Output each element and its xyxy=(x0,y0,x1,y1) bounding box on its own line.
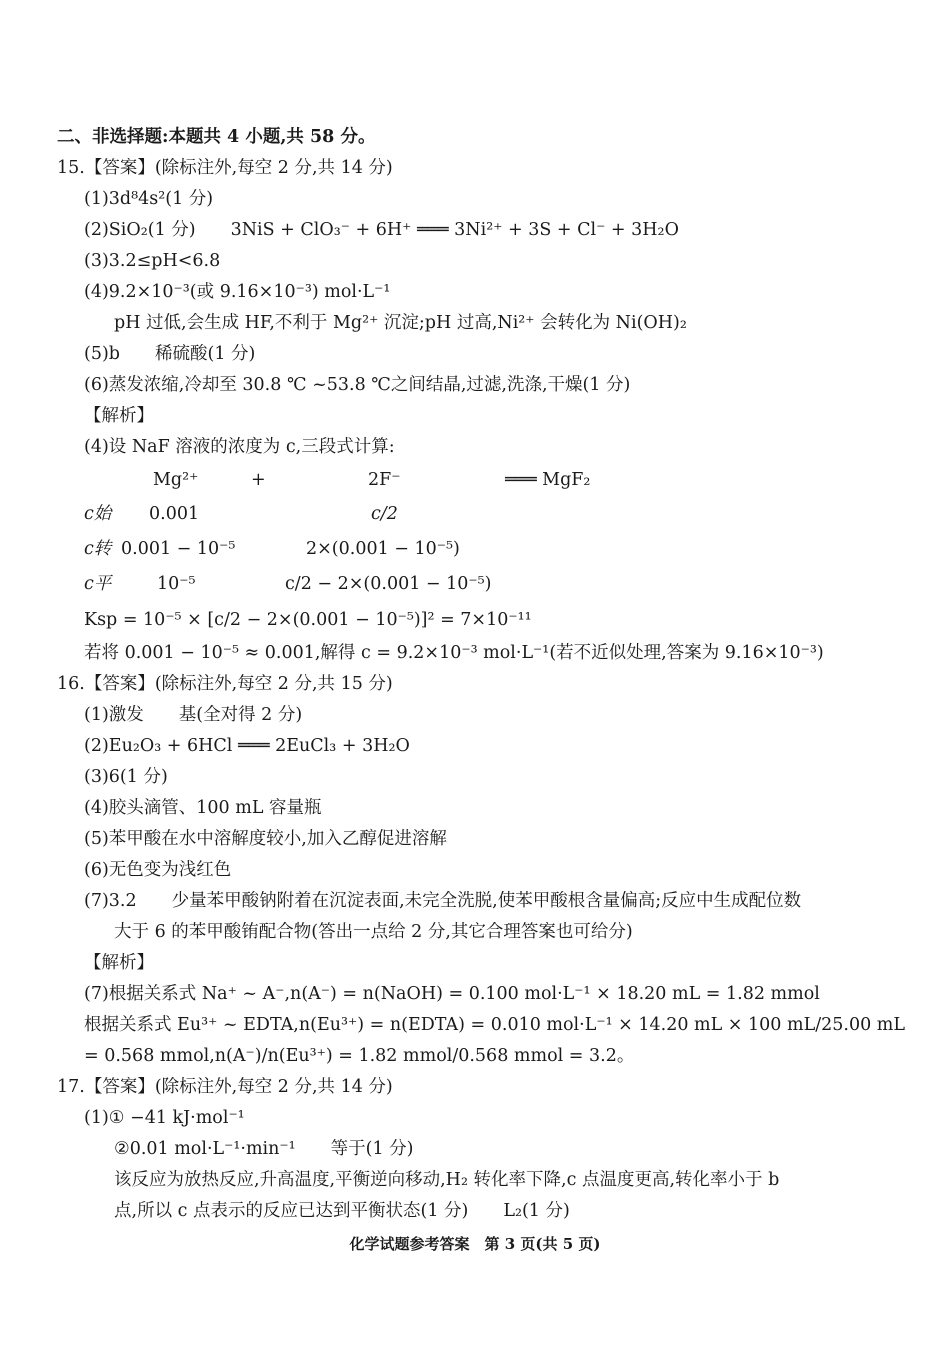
q16-part7-cont: 大于 6 的苯甲酸铕配合物(答出一点给 2 分,其它合理答案也可给分) xyxy=(114,922,633,942)
section-heading: 二、非选择题:本题共 4 小题,共 58 分。 xyxy=(57,127,376,147)
q15-part6: (6)蒸发浓缩,冷却至 30.8 ℃ ~53.8 ℃之间结晶,过滤,洗涤,干燥(1 分) xyxy=(84,375,631,395)
q15-part5: (5)b 稀硫酸(1 分) xyxy=(84,344,256,364)
row-equilibrium-label: c平 xyxy=(84,574,112,594)
row-change-f: 2×(0.001 − 10⁻⁵) xyxy=(306,539,460,559)
row-initial-mg: 0.001 xyxy=(149,504,200,524)
three-stage-plus: + xyxy=(251,470,266,490)
row-initial-f: c/2 xyxy=(371,504,398,524)
q15-part4-explain: pH 过低,会生成 HF,不利于 Mg²⁺ 沉淀;pH 过高,Ni²⁺ 会转化为 Ni(OH)₂ xyxy=(114,313,687,333)
q16-part5: (5)苯甲酸在水中溶解度较小,加入乙醇促进溶解 xyxy=(84,829,447,849)
row-change-label: c转 xyxy=(84,539,112,559)
q16-analysis-line1: (7)根据关系式 Na⁺ ~ A⁻,n(A⁻) = n(NaOH) = 0.100 mol·L⁻¹ × 18.20 mL = 1.82 mmol xyxy=(84,984,820,1004)
q15-part3: (3)3.2≤pH<6.8 xyxy=(84,251,221,271)
q17-answer-header: 17.【答案】(除标注外,每空 2 分,共 14 分) xyxy=(57,1077,393,1097)
q15-answer-header: 15.【答案】(除标注外,每空 2 分,共 14 分) xyxy=(57,158,393,178)
three-stage-mg: Mg²⁺ xyxy=(153,470,199,490)
q17-part1-b: ②0.01 mol·L⁻¹·min⁻¹ 等于(1 分) xyxy=(114,1139,414,1159)
q17-part1-explain: 该反应为放热反应,升高温度,平衡逆向移动,H₂ 转化率下降,c 点温度更高,转化率小于 b xyxy=(114,1170,780,1190)
page-footer: 化学试题参考答案 第 3 页(共 5 页) xyxy=(349,1235,601,1253)
q15-part2: (2)SiO₂(1 分) 3NiS + ClO₃⁻ + 6H⁺ ═══ 3Ni²⁺ + 3S + Cl⁻ + 3H₂O xyxy=(84,220,679,240)
row-initial-label: c始 xyxy=(84,504,112,524)
row-equilibrium-f: c/2 − 2×(0.001 − 10⁻⁵) xyxy=(285,574,492,594)
q15-analysis-intro: (4)设 NaF 溶液的浓度为 c,三段式计算: xyxy=(84,437,395,457)
q15-analysis-result: 若将 0.001 − 10⁻⁵ ≈ 0.001,解得 c = 9.2×10⁻³ mol·L⁻¹(若不近似处理,答案为 9.16×10⁻³) xyxy=(84,643,824,663)
q16-analysis-line2: 根据关系式 Eu³⁺ ~ EDTA,n(Eu³⁺) = n(EDTA) = 0.010 mol·L⁻¹ × 14.20 mL × 100 mL/25.00 mL xyxy=(84,1015,905,1035)
ksp-equation: Ksp = 10⁻⁵ × [c/2 − 2×(0.001 − 10⁻⁵)]² = 7×10⁻¹¹ xyxy=(84,610,532,630)
three-stage-product: ═══ MgF₂ xyxy=(505,470,591,490)
q16-part1: (1)激发 基(全对得 2 分) xyxy=(84,705,303,725)
q16-part2: (2)Eu₂O₃ + 6HCl ═══ 2EuCl₃ + 3H₂O xyxy=(84,736,410,756)
q16-part4: (4)胶头滴管、100 mL 容量瓶 xyxy=(84,798,322,818)
q15-analysis-heading: 【解析】 xyxy=(84,406,154,426)
q16-part6: (6)无色变为浅红色 xyxy=(84,860,232,880)
row-equilibrium-mg: 10⁻⁵ xyxy=(157,574,196,594)
q17-part1-explain-cont: 点,所以 c 点表示的反应已达到平衡状态(1 分) L₂(1 分) xyxy=(114,1201,570,1221)
q16-part3: (3)6(1 分) xyxy=(84,767,168,787)
q16-analysis-heading: 【解析】 xyxy=(84,953,154,973)
three-stage-f: 2F⁻ xyxy=(368,470,401,490)
q16-analysis-line3: = 0.568 mmol,n(A⁻)/n(Eu³⁺) = 1.82 mmol/0.568 mmol = 3.2。 xyxy=(84,1046,635,1066)
q15-part1: (1)3d⁸4s²(1 分) xyxy=(84,189,214,209)
q17-part1-a: (1)① −41 kJ·mol⁻¹ xyxy=(84,1108,245,1128)
q16-part7: (7)3.2 少量苯甲酸钠附着在沉淀表面,未完全洗脱,使苯甲酸根含量偏高;反应中生成配位数 xyxy=(84,891,802,911)
q15-part4: (4)9.2×10⁻³(或 9.16×10⁻³) mol·L⁻¹ xyxy=(84,282,391,302)
q16-answer-header: 16.【答案】(除标注外,每空 2 分,共 15 分) xyxy=(57,674,393,694)
row-change-mg: 0.001 − 10⁻⁵ xyxy=(121,539,236,559)
